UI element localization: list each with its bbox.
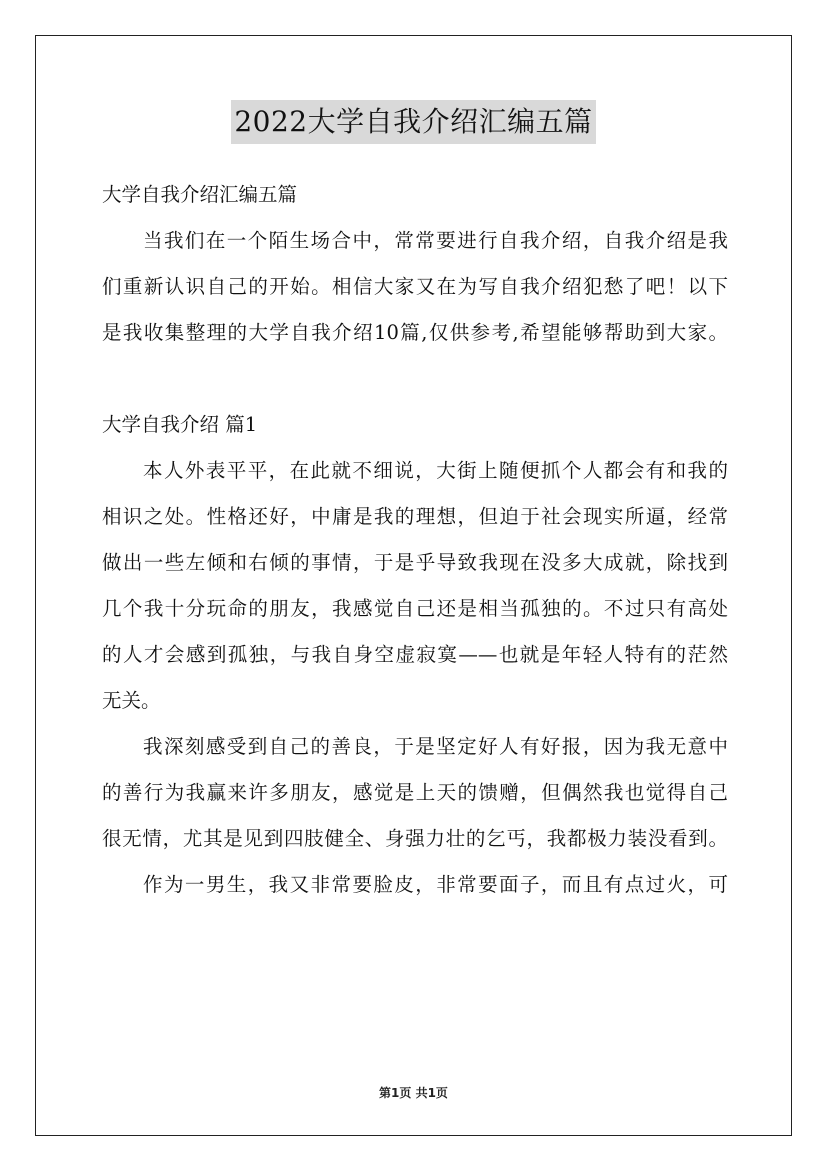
document-body [102, 172, 728, 908]
document-title-text: 2022大学自我介绍汇编五篇 [231, 100, 595, 144]
intro-line: 当我们在一个陌生场合中，常常要进行自我介绍，自我介绍是我 [143, 229, 728, 252]
paragraph-line: 无关。 [102, 689, 161, 712]
paragraph-line: 作为一男生，我又非常要脸皮，非常要面子，而且有点过火，可 [143, 873, 728, 896]
paragraph-line: 我深刻感受到自己的善良，于是坚定好人有好报，因为我无意中 [143, 735, 728, 758]
paragraph-line: 的善行为我赢来许多朋友，感觉是上天的馈赠，但偶然我也觉得自己 [102, 781, 728, 804]
intro-line: 是我收集整理的大学自我介绍10篇,仅供参考,希望能够帮助到大家。 [102, 321, 728, 344]
paragraph-line: 很无情，尤其是见到四肢健全、身强力壮的乞丐，我都极力装没看到。 [102, 827, 728, 850]
paragraph-line: 相识之处。性格还好，中庸是我的理想，但迫于社会现实所逼，经常 [102, 505, 728, 528]
blank-line [102, 356, 728, 402]
paragraph-line: 的人才会感到孤独，与我自身空虚寂寞——也就是年轻人特有的茫然 [102, 643, 728, 666]
intro-line: 们重新认识自己的开始。相信大家又在为写自我介绍犯愁了吧！以下 [102, 275, 728, 298]
paragraph-line: 做出一些左倾和右倾的事情，于是乎导致我现在没多大成就，除找到 [102, 551, 728, 574]
document-subtitle: 大学自我介绍汇编五篇 [102, 183, 298, 206]
paragraph-line: 本人外表平平，在此就不细说，大街上随便抓个人都会有和我的 [143, 459, 728, 482]
document-title [0, 100, 827, 144]
page-footer: 第1页 共1页 [379, 1086, 448, 1100]
section-heading: 大学自我介绍 篇1 [102, 413, 258, 436]
paragraph-line: 几个我十分玩命的朋友，我感觉自己还是相当孤独的。不过只有高处 [102, 597, 728, 620]
